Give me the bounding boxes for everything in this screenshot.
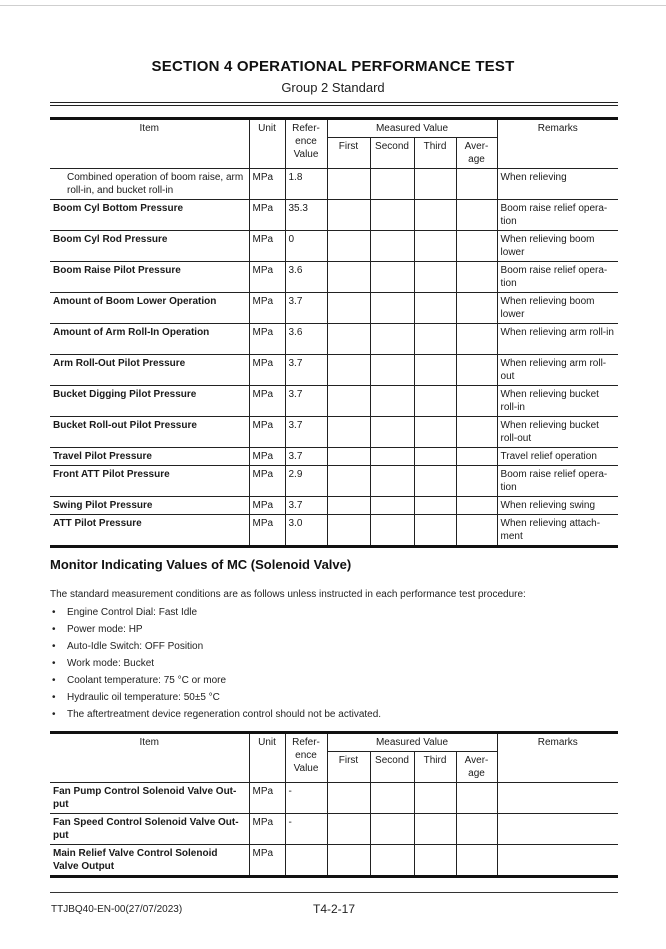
table-row bbox=[50, 231, 618, 262]
unit-cell: MPa bbox=[249, 262, 285, 293]
unit-cell: MPa bbox=[249, 417, 285, 448]
table-row bbox=[50, 783, 618, 814]
second-measure-cell bbox=[370, 169, 414, 200]
unit-cell: MPa bbox=[249, 355, 285, 386]
reference-value-cell: 2.9 bbox=[285, 466, 327, 497]
third-measure-cell bbox=[414, 466, 456, 497]
remarks-cell: Boom raise relief opera-tion bbox=[497, 262, 618, 293]
second-measure-cell bbox=[370, 845, 414, 877]
remarks-cell bbox=[497, 814, 618, 845]
average-cell bbox=[456, 845, 497, 877]
condition-item bbox=[50, 621, 381, 638]
unit-cell: MPa bbox=[249, 169, 285, 200]
table-row bbox=[50, 200, 618, 231]
header-reference: Refer-ence Value bbox=[285, 119, 327, 169]
first-measure-cell bbox=[327, 783, 370, 814]
third-measure-cell bbox=[414, 497, 456, 515]
bullet-icon: • bbox=[52, 624, 56, 635]
average-cell bbox=[456, 169, 497, 200]
double-rule-top bbox=[50, 102, 618, 103]
bullet-icon: • bbox=[52, 692, 56, 703]
condition-item bbox=[50, 672, 381, 689]
remarks-cell: When relieving boom lower bbox=[497, 293, 618, 324]
unit-cell: MPa bbox=[249, 497, 285, 515]
second-measure-cell bbox=[370, 293, 414, 324]
third-measure-cell bbox=[414, 355, 456, 386]
header-unit: Unit bbox=[249, 119, 285, 169]
unit-cell: MPa bbox=[249, 448, 285, 466]
average-cell bbox=[456, 293, 497, 324]
bullet-icon: • bbox=[52, 658, 56, 669]
item-cell: Travel Pilot Pressure bbox=[50, 448, 249, 466]
table-row bbox=[50, 386, 618, 417]
table-row bbox=[50, 293, 618, 324]
third-measure-cell bbox=[414, 515, 456, 547]
table-row bbox=[50, 169, 618, 200]
reference-value-cell: 3.7 bbox=[285, 497, 327, 515]
third-measure-cell bbox=[414, 293, 456, 324]
second-measure-cell bbox=[370, 355, 414, 386]
first-measure-cell bbox=[327, 231, 370, 262]
reference-value-cell: - bbox=[285, 783, 327, 814]
group-subtitle: Group 2 Standard bbox=[281, 80, 385, 95]
condition-item bbox=[50, 689, 381, 706]
first-measure-cell bbox=[327, 200, 370, 231]
first-measure-cell bbox=[327, 324, 370, 355]
first-measure-cell bbox=[327, 845, 370, 877]
footer-rule bbox=[50, 892, 618, 893]
header-measured-value: Measured Value bbox=[327, 119, 497, 138]
reference-value-cell: 3.6 bbox=[285, 324, 327, 355]
header-item: Item bbox=[50, 733, 249, 783]
item-cell: Bucket Roll-out Pilot Pressure bbox=[50, 417, 249, 448]
average-cell bbox=[456, 262, 497, 293]
third-measure-cell bbox=[414, 169, 456, 200]
reference-value-cell: 3.7 bbox=[285, 417, 327, 448]
unit-cell: MPa bbox=[249, 814, 285, 845]
header-remarks: Remarks bbox=[497, 119, 618, 169]
first-measure-cell bbox=[327, 169, 370, 200]
unit-cell: MPa bbox=[249, 231, 285, 262]
reference-value-cell: 35.3 bbox=[285, 200, 327, 231]
unit-cell: MPa bbox=[249, 466, 285, 497]
item-cell: Front ATT Pilot Pressure bbox=[50, 466, 249, 497]
condition-item bbox=[50, 655, 381, 672]
remarks-cell bbox=[497, 783, 618, 814]
table-row bbox=[50, 355, 618, 386]
first-measure-cell bbox=[327, 497, 370, 515]
header-second: Second bbox=[370, 138, 414, 169]
item-cell: Fan Speed Control Solenoid Valve Out-put bbox=[50, 814, 249, 845]
table-row bbox=[50, 845, 618, 877]
item-cell: Arm Roll-Out Pilot Pressure bbox=[50, 355, 249, 386]
item-cell: Boom Raise Pilot Pressure bbox=[50, 262, 249, 293]
average-cell bbox=[456, 783, 497, 814]
average-cell bbox=[456, 466, 497, 497]
second-measure-cell bbox=[370, 448, 414, 466]
remarks-cell: When relieving bucket roll-in bbox=[497, 386, 618, 417]
unit-cell: MPa bbox=[249, 324, 285, 355]
first-measure-cell bbox=[327, 386, 370, 417]
third-measure-cell bbox=[414, 200, 456, 231]
reference-value-cell: 3.7 bbox=[285, 448, 327, 466]
third-measure-cell bbox=[414, 783, 456, 814]
condition-item bbox=[50, 638, 381, 655]
third-measure-cell bbox=[414, 324, 456, 355]
header-second: Second bbox=[370, 752, 414, 783]
unit-cell: MPa bbox=[249, 293, 285, 324]
second-measure-cell bbox=[370, 262, 414, 293]
unit-cell: MPa bbox=[249, 783, 285, 814]
header-unit: Unit bbox=[249, 733, 285, 783]
remarks-cell: When relieving boom lower bbox=[497, 231, 618, 262]
document-id: TTJBQ40-EN-00(27/07/2023) bbox=[51, 904, 183, 915]
third-measure-cell bbox=[414, 231, 456, 262]
condition-text: Coolant temperature: 75 °C or more bbox=[67, 675, 227, 686]
bullet-icon: • bbox=[52, 675, 56, 686]
item-cell: Fan Pump Control Solenoid Valve Out-put bbox=[50, 783, 249, 814]
item-cell: Main Relief Valve Control Solenoid Valve Output bbox=[50, 845, 249, 877]
section-title: SECTION 4 OPERATIONAL PERFORMANCE TEST bbox=[151, 58, 515, 75]
condition-text: The aftertreatment device regeneration control should not be activated. bbox=[67, 709, 382, 720]
remarks-cell: When relieving bbox=[497, 169, 618, 200]
average-cell bbox=[456, 355, 497, 386]
reference-value-cell: - bbox=[285, 814, 327, 845]
reference-value-cell: 0 bbox=[285, 231, 327, 262]
reference-value-cell: 3.7 bbox=[285, 355, 327, 386]
average-cell bbox=[456, 448, 497, 466]
remarks-cell: When relieving arm roll-in bbox=[497, 324, 618, 355]
average-cell bbox=[456, 324, 497, 355]
item-cell: ATT Pilot Pressure bbox=[50, 515, 249, 547]
average-cell bbox=[456, 814, 497, 845]
header-third: Third bbox=[414, 138, 456, 169]
table-row bbox=[50, 497, 618, 515]
header-reference: Refer-ence Value bbox=[285, 733, 327, 783]
table-row bbox=[50, 448, 618, 466]
bullet-icon: • bbox=[52, 607, 56, 618]
remarks-cell: When relieving arm roll-out bbox=[497, 355, 618, 386]
second-measure-cell bbox=[370, 515, 414, 547]
average-cell bbox=[456, 200, 497, 231]
section-heading: Monitor Indicating Values of MC (Solenoid Valve) bbox=[50, 557, 352, 572]
remarks-cell: When relieving bucket roll-out bbox=[497, 417, 618, 448]
third-measure-cell bbox=[414, 814, 456, 845]
first-measure-cell bbox=[327, 814, 370, 845]
reference-value-cell: 3.7 bbox=[285, 293, 327, 324]
first-measure-cell bbox=[327, 448, 370, 466]
first-measure-cell bbox=[327, 466, 370, 497]
first-measure-cell bbox=[327, 417, 370, 448]
unit-cell: MPa bbox=[249, 845, 285, 877]
item-cell: Boom Cyl Rod Pressure bbox=[50, 231, 249, 262]
condition-text: Power mode: HP bbox=[67, 624, 143, 635]
item-cell: Swing Pilot Pressure bbox=[50, 497, 249, 515]
remarks-cell bbox=[497, 845, 618, 877]
item-cell: Combined operation of boom raise, arm roll-in, and bucket roll-in bbox=[50, 169, 249, 200]
header-item: Item bbox=[50, 119, 249, 169]
remarks-cell: Boom raise relief opera-tion bbox=[497, 466, 618, 497]
second-measure-cell bbox=[370, 417, 414, 448]
third-measure-cell bbox=[414, 845, 456, 877]
second-measure-cell bbox=[370, 497, 414, 515]
table-row bbox=[50, 262, 618, 293]
third-measure-cell bbox=[414, 417, 456, 448]
top-rule bbox=[0, 5, 666, 6]
reference-value-cell: 3.6 bbox=[285, 262, 327, 293]
first-measure-cell bbox=[327, 515, 370, 547]
condition-item bbox=[50, 604, 381, 621]
conditions-list bbox=[50, 604, 381, 723]
table-row bbox=[50, 324, 618, 355]
header-first: First bbox=[327, 752, 370, 783]
reference-value-cell: 3.7 bbox=[285, 386, 327, 417]
pressure-test-table bbox=[50, 117, 618, 548]
header-average: Aver-age bbox=[456, 752, 497, 783]
remarks-cell: Travel relief operation bbox=[497, 448, 618, 466]
reference-value-cell bbox=[285, 845, 327, 877]
bullet-icon: • bbox=[52, 709, 56, 720]
bullet-icon: • bbox=[52, 641, 56, 652]
item-cell: Amount of Boom Lower Operation bbox=[50, 293, 249, 324]
unit-cell: MPa bbox=[249, 200, 285, 231]
item-cell: Boom Cyl Bottom Pressure bbox=[50, 200, 249, 231]
header-third: Third bbox=[414, 752, 456, 783]
third-measure-cell bbox=[414, 262, 456, 293]
reference-value-cell: 1.8 bbox=[285, 169, 327, 200]
second-measure-cell bbox=[370, 200, 414, 231]
average-cell bbox=[456, 497, 497, 515]
table-row bbox=[50, 515, 618, 547]
first-measure-cell bbox=[327, 262, 370, 293]
remarks-cell: When relieving swing bbox=[497, 497, 618, 515]
conditions-intro: The standard measurement conditions are as follows unless instructed in each performance test procedure: bbox=[50, 589, 526, 600]
header-first: First bbox=[327, 138, 370, 169]
second-measure-cell bbox=[370, 324, 414, 355]
solenoid-valve-table bbox=[50, 731, 618, 878]
double-rule-bottom bbox=[50, 105, 618, 106]
header-average: Aver-age bbox=[456, 138, 497, 169]
first-measure-cell bbox=[327, 355, 370, 386]
unit-cell: MPa bbox=[249, 515, 285, 547]
header-remarks: Remarks bbox=[497, 733, 618, 783]
third-measure-cell bbox=[414, 386, 456, 417]
reference-value-cell: 3.0 bbox=[285, 515, 327, 547]
second-measure-cell bbox=[370, 783, 414, 814]
condition-item bbox=[50, 706, 381, 723]
third-measure-cell bbox=[414, 448, 456, 466]
average-cell bbox=[456, 386, 497, 417]
table-row bbox=[50, 814, 618, 845]
condition-text: Engine Control Dial: Fast Idle bbox=[67, 607, 198, 618]
unit-cell: MPa bbox=[249, 386, 285, 417]
table-row bbox=[50, 466, 618, 497]
average-cell bbox=[456, 515, 497, 547]
average-cell bbox=[456, 417, 497, 448]
condition-text: Work mode: Bucket bbox=[67, 658, 155, 669]
item-cell: Amount of Arm Roll-In Operation bbox=[50, 324, 249, 355]
table-row bbox=[50, 417, 618, 448]
header-measured-value: Measured Value bbox=[327, 733, 497, 752]
first-measure-cell bbox=[327, 293, 370, 324]
average-cell bbox=[456, 231, 497, 262]
item-cell: Bucket Digging Pilot Pressure bbox=[50, 386, 249, 417]
condition-text: Auto-Idle Switch: OFF Position bbox=[67, 641, 204, 652]
second-measure-cell bbox=[370, 814, 414, 845]
second-measure-cell bbox=[370, 466, 414, 497]
page-number: T4-2-17 bbox=[313, 902, 356, 916]
second-measure-cell bbox=[370, 231, 414, 262]
remarks-cell: When relieving attach-ment bbox=[497, 515, 618, 547]
remarks-cell: Boom raise relief opera-tion bbox=[497, 200, 618, 231]
second-measure-cell bbox=[370, 386, 414, 417]
condition-text: Hydraulic oil temperature: 50±5 °C bbox=[67, 692, 220, 703]
